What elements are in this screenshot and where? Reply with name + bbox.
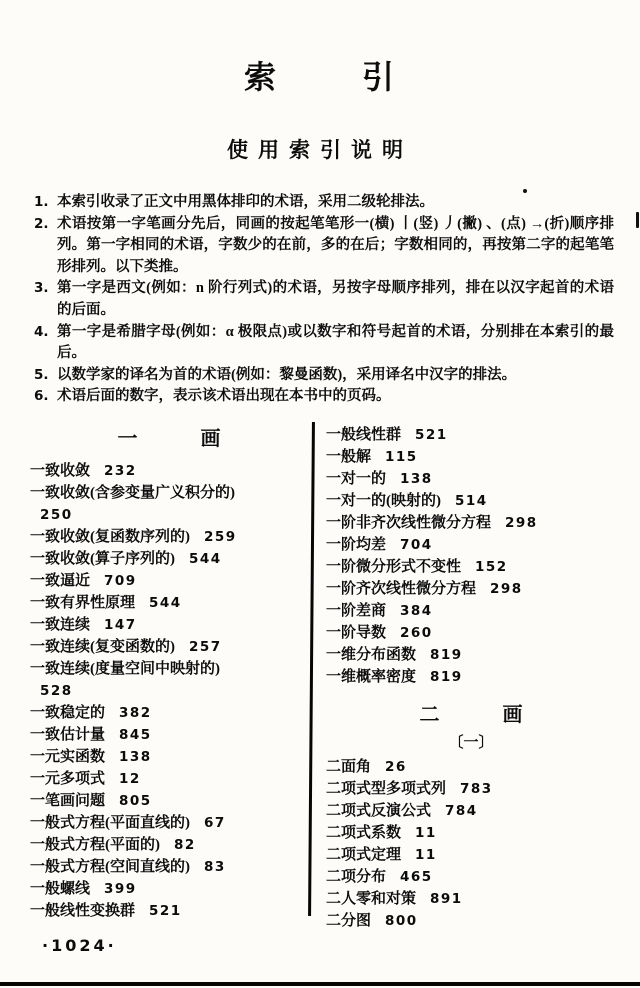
index-term: 一阶差商 <box>326 603 387 619</box>
index-term: 一致连续(度量空间中映射的) <box>30 661 220 677</box>
index-term: 一致有界性原理 <box>30 595 136 611</box>
index-term: 二面角 <box>326 759 372 775</box>
index-entry <box>326 910 616 932</box>
index-page-number: 891 <box>430 891 463 907</box>
index-term: 一元多项式 <box>30 771 106 787</box>
instruction-number: 5. <box>34 366 49 383</box>
index-page-number: 784 <box>445 803 478 819</box>
index-entry <box>326 468 616 490</box>
stroke-section-header-two: 二 画 <box>419 704 523 726</box>
index-entry <box>326 756 616 778</box>
index-page-number: 704 <box>400 537 433 553</box>
instruction-text: 本索引收录了正文中用黑体排印的术语，采用二级轮排法。 <box>57 194 434 210</box>
index-entry <box>30 570 308 592</box>
instruction-item <box>34 322 614 365</box>
instruction-item <box>34 365 614 387</box>
index-page-number: 544 <box>149 595 182 611</box>
index-page-number: 819 <box>430 647 463 663</box>
instruction-text: 第一字是希腊字母(例如：α 极限点)或以数字和符号起首的术语，分别排在本索引的最后。 <box>57 323 614 362</box>
index-entry <box>30 856 308 878</box>
section-subtitle: 使用索引说明 <box>227 138 413 162</box>
index-entry <box>326 534 616 556</box>
index-page-number: 115 <box>385 449 418 465</box>
index-entry <box>30 790 308 812</box>
index-page-number: 82 <box>174 837 196 853</box>
index-entry <box>30 834 308 856</box>
index-entry <box>30 768 308 790</box>
index-entry <box>30 658 308 702</box>
index-entry <box>326 866 616 888</box>
index-term: 一致逼近 <box>30 573 91 589</box>
index-page-number: 12 <box>119 771 141 787</box>
index-term: 一般解 <box>326 449 372 465</box>
index-page-number: 298 <box>490 581 523 597</box>
index-entry <box>30 526 308 548</box>
index-entry <box>30 460 308 482</box>
index-term: 一维概率密度 <box>326 669 417 685</box>
index-entry <box>326 578 616 600</box>
index-entry <box>326 600 616 622</box>
instruction-item <box>34 386 614 408</box>
index-term: 一般线性变换群 <box>30 903 136 919</box>
index-term: 二项式反演公式 <box>326 803 432 819</box>
index-page-number: 819 <box>430 669 463 685</box>
index-entry <box>326 778 616 800</box>
index-entry <box>326 888 616 910</box>
index-entry <box>30 636 308 658</box>
index-term: 二项分布 <box>326 869 387 885</box>
index-term: 一般式方程(平面直线的) <box>30 815 190 831</box>
index-entry <box>326 446 616 468</box>
index-term: 一致收敛(算子序列的) <box>30 551 175 567</box>
index-entry-list-right <box>326 424 616 932</box>
index-entry <box>326 822 616 844</box>
index-entry <box>30 702 308 724</box>
index-entry <box>30 724 308 746</box>
index-term: 一般式方程(平面的) <box>30 837 160 853</box>
index-term: 一阶非齐次线性微分方程 <box>326 515 492 531</box>
index-page-number: 152 <box>475 559 508 575</box>
index-page-number: 138 <box>400 471 433 487</box>
index-term: 一致收敛(复函数序列的) <box>30 529 190 545</box>
index-term: 一元实函数 <box>30 749 106 765</box>
index-term: 一阶齐次线性微分方程 <box>326 581 477 597</box>
index-entry <box>326 512 616 534</box>
index-page-number: 800 <box>385 913 418 929</box>
index-entry <box>326 800 616 822</box>
index-term: 一致稳定的 <box>30 705 106 721</box>
instruction-number: 4. <box>34 323 49 340</box>
index-page-number: 250 <box>40 507 73 523</box>
index-page-number: 138 <box>119 749 152 765</box>
instruction-text: 术语后面的数字，表示该术语出现在本书中的页码。 <box>57 388 391 405</box>
index-entry <box>326 844 616 866</box>
instruction-number: 1. <box>34 194 49 210</box>
index-term: 二项式系数 <box>326 825 402 841</box>
index-term: 二人零和对策 <box>326 891 417 907</box>
index-entry <box>30 878 308 900</box>
index-term: 一般线性群 <box>326 427 402 443</box>
usage-instructions <box>34 192 614 408</box>
index-column-left <box>30 424 308 918</box>
index-page-number: 11 <box>415 825 437 841</box>
index-term: 一致连续(复变函数的) <box>30 639 175 655</box>
index-section <box>30 424 616 929</box>
index-term: 二项式型多项式列 <box>326 781 447 797</box>
index-page-number: 845 <box>119 727 152 743</box>
index-entry <box>30 592 308 614</box>
index-entry <box>326 424 616 446</box>
page-title: 索 引 <box>243 59 396 95</box>
index-page-number: 298 <box>505 515 538 531</box>
instruction-item <box>34 192 614 214</box>
index-page-number: 382 <box>119 705 152 721</box>
index-page-number: 521 <box>415 427 448 443</box>
index-page-number: 260 <box>400 625 433 641</box>
index-page-number: 709 <box>104 573 137 589</box>
page-number: ·1024· <box>42 936 117 955</box>
instruction-item <box>34 214 614 279</box>
index-entry <box>326 666 616 688</box>
index-entry <box>30 746 308 768</box>
instruction-text: 术语按第一字笔画分先后，同画的按起笔笔形一(横) 丨(竖) 丿(撇) 、(点) →(折)顺序排列。第一字相同的术语，字数少的在前，多的在后；字数相同的，再按第二字的起笔笔形排列。以下类推。 <box>57 215 614 275</box>
index-term: 一阶微分形式不变性 <box>326 559 462 575</box>
scan-speck <box>523 189 527 193</box>
index-entry <box>30 812 308 834</box>
index-term: 一笔画问题 <box>30 793 106 809</box>
index-page-number: 521 <box>149 903 182 919</box>
index-page-number: 544 <box>189 551 222 567</box>
index-entry <box>326 644 616 666</box>
index-page-number: 805 <box>119 793 152 809</box>
index-entry <box>30 482 308 526</box>
index-term: 一般式方程(空间直线的) <box>30 859 190 875</box>
index-column-right <box>308 424 616 929</box>
index-page-number: 384 <box>400 603 433 619</box>
index-page-number: 147 <box>104 617 137 633</box>
index-entry <box>326 490 616 512</box>
index-term: 一致连续 <box>30 617 91 633</box>
index-term: 一对一的 <box>326 471 387 487</box>
index-entry <box>326 622 616 644</box>
instruction-text: 以数学家的译名为首的术语(例如：黎曼函数)，采用译名中汉字的排法。 <box>57 366 517 383</box>
index-term: 一维分布函数 <box>326 647 417 663</box>
instruction-number: 3. <box>34 280 49 297</box>
instruction-number: 6. <box>34 388 49 405</box>
index-term: 一致收敛(含参变量广义积分的) <box>30 485 235 501</box>
stroke-section-header-one: 一 画 <box>117 428 221 450</box>
index-page-number: 257 <box>189 639 222 655</box>
index-entry <box>30 900 308 922</box>
index-term: 一致收敛 <box>30 463 91 479</box>
index-entry <box>326 556 616 578</box>
stroke-subsection-label: 〔一〕 <box>448 735 494 751</box>
index-page-number: 11 <box>415 847 437 863</box>
index-term: 二分图 <box>326 913 372 929</box>
index-page-number: 259 <box>204 529 237 545</box>
index-page-number: 465 <box>400 869 433 885</box>
index-entry <box>30 614 308 636</box>
index-page-number: 67 <box>204 815 226 831</box>
index-term: 一般螺线 <box>30 881 91 897</box>
index-term: 二项式定理 <box>326 847 402 863</box>
scan-edge-mark <box>636 212 639 228</box>
index-page-number: 528 <box>40 683 73 699</box>
index-page-number: 232 <box>104 463 137 479</box>
index-page-number: 399 <box>104 881 137 897</box>
index-page-number: 26 <box>385 759 407 775</box>
index-page-number: 514 <box>455 493 488 509</box>
index-page-number: 783 <box>460 781 493 797</box>
scan-bottom-edge <box>0 982 640 986</box>
index-term: 一致估计量 <box>30 727 106 743</box>
index-entry-list-left <box>30 460 308 922</box>
index-entry <box>30 548 308 570</box>
instruction-item <box>34 278 614 321</box>
index-term: 一阶均差 <box>326 537 387 553</box>
index-term: 一对一的(映射的) <box>326 493 441 509</box>
instruction-text: 第一字是西文(例如：n 阶行列式)的术语，另按字母顺序排列，排在以汉字起首的术语的后面。 <box>57 280 614 318</box>
index-term: 一阶导数 <box>326 625 387 641</box>
instruction-number: 2. <box>34 215 49 232</box>
index-page-number: 83 <box>204 859 226 875</box>
